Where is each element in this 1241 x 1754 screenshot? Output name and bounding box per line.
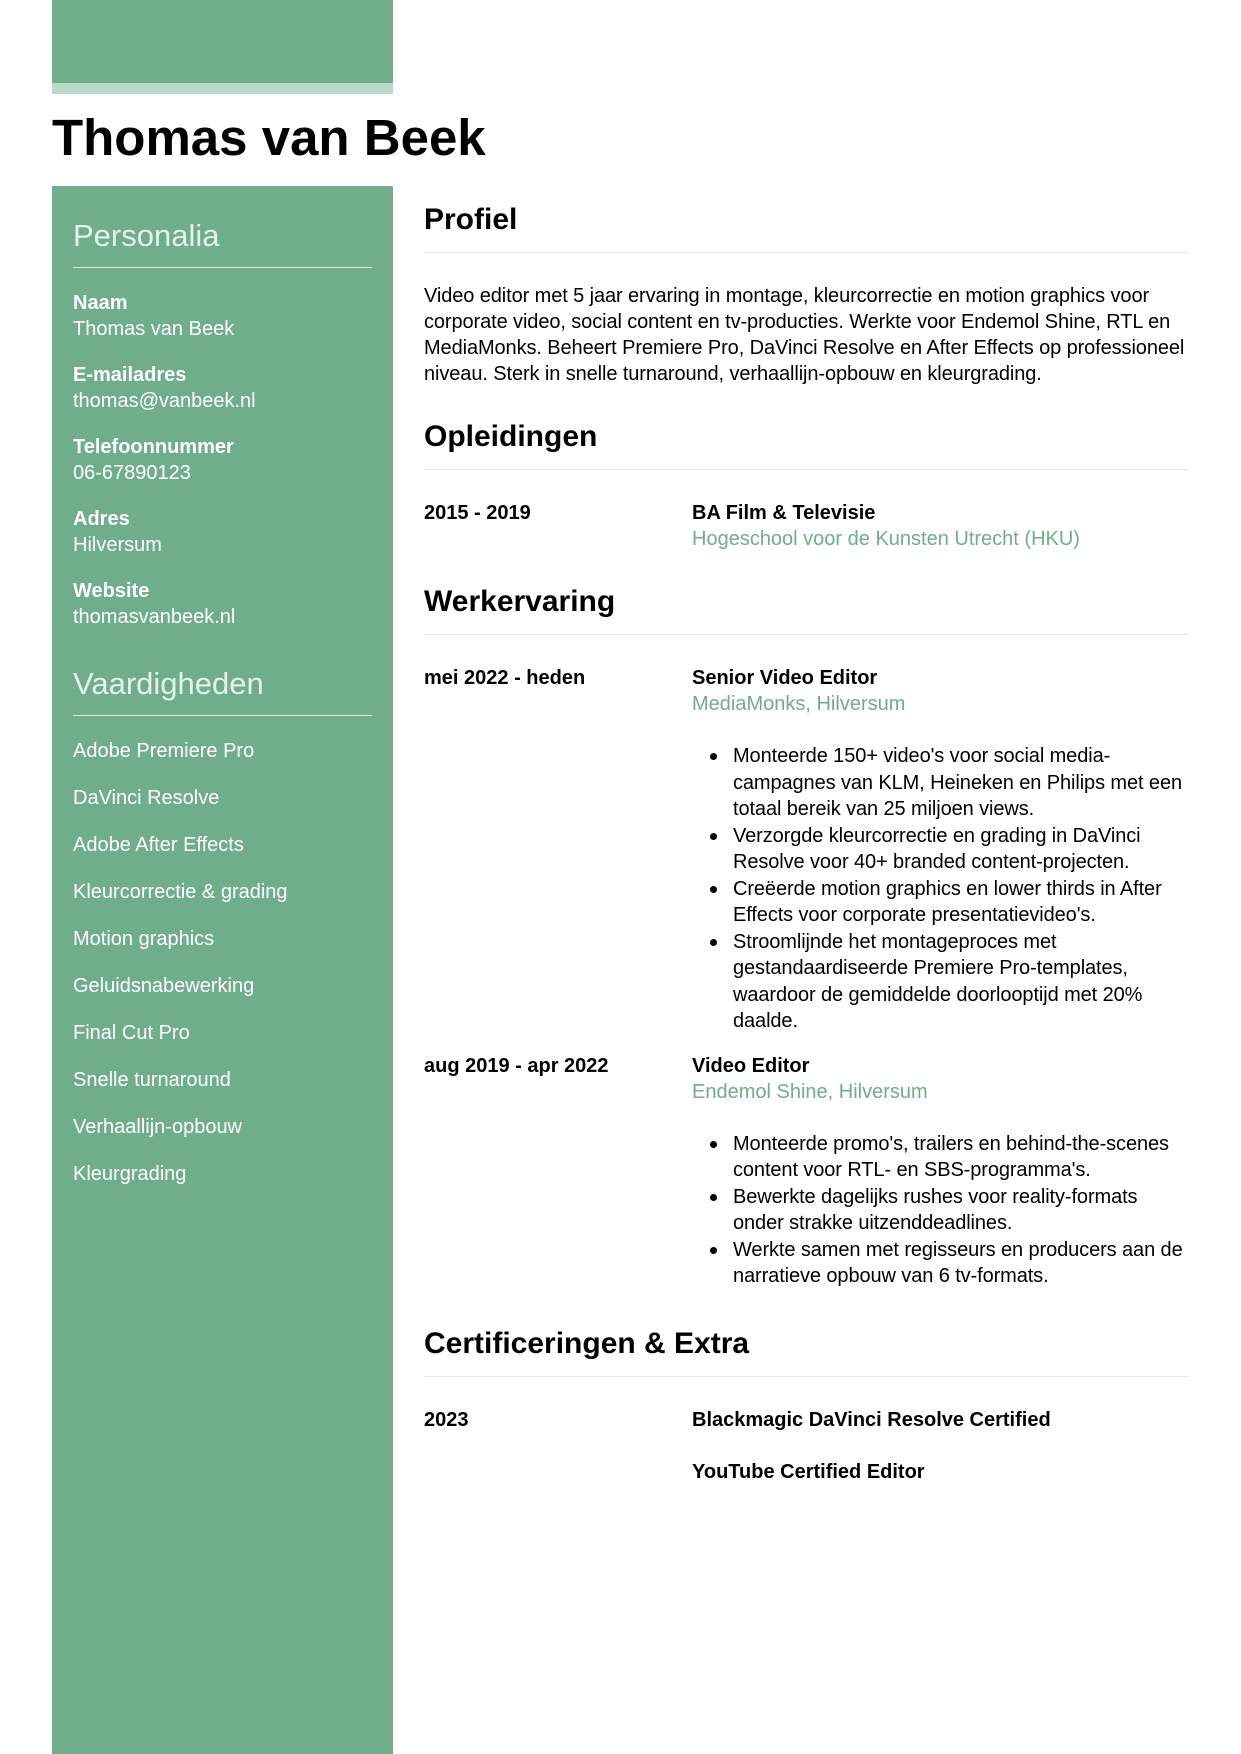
certification-entry	[424, 1407, 1188, 1433]
personalia-heading: Personalia	[73, 216, 372, 268]
entry-company: Endemol Shine, Hilversum	[692, 1080, 928, 1103]
bullet-item: Stroomlijnde het montageproces met gestandaardiseerde Premiere Pro-templates, waardoor de gemiddelde doorlooptijd met 20% daalde.	[733, 929, 1188, 1035]
entry-title: Blackmagic DaVinci Resolve Certified	[692, 1408, 1051, 1431]
personalia-label: Telefoonnummer	[73, 436, 234, 458]
bullet-item: Monteerde 150+ video's voor social media-campagnes van KLM, Heineken en Philips met een totaal bereik van 25 miljoen views.	[733, 743, 1188, 823]
entry-body	[692, 500, 1188, 552]
bullet-item: Werkte samen met regisseurs en producers aan de narratieve opbouw van 6 tv-formats.	[733, 1237, 1188, 1290]
sidebar	[52, 186, 393, 1754]
skills-heading: Vaardigheden	[73, 664, 372, 716]
experience-entry	[424, 665, 1188, 1035]
experience-heading: Werkervaring	[424, 582, 1188, 635]
entry-body	[692, 1407, 1188, 1433]
bullet-item: Monteerde promo's, trailers en behind-the-scenes content voor RTL- en SBS-programma's.	[733, 1131, 1188, 1184]
entry-company: MediaMonks, Hilversum	[692, 693, 906, 715]
certification-entry	[692, 1459, 1188, 1485]
skill-item: Kleurgrading	[73, 1163, 187, 1185]
entry-title: Senior Video Editor	[692, 667, 878, 689]
bullet-item: Bewerkte dagelijks rushes voor reality-formats onder strakke uitzenddeadlines.	[733, 1184, 1188, 1237]
entry-title: BA Film & Televisie	[692, 502, 876, 524]
bullet-list	[692, 743, 1188, 1035]
entry-period: 2023	[424, 1408, 469, 1431]
profile-heading: Profiel	[424, 200, 1188, 253]
personalia-item-website	[73, 578, 372, 630]
candidate-name: Thomas van Beek	[52, 109, 486, 166]
entry-title: YouTube Certified Editor	[692, 1460, 925, 1483]
skill-item: Adobe After Effects	[73, 834, 244, 856]
personalia-value: 06-67890123	[73, 462, 191, 484]
profile-text: Video editor met 5 jaar ervaring in montage, kleurcorrectie en motion graphics voor corporate video, social content en tv-producties. Werkte voor Endemol Shine, RTL en MediaMonks. Beheert Premiere Pro, DaVinci Resolve en After Effects op professioneel niveau. Sterk in snelle turnaround, verhaallijn-opbouw en kleurgrading.	[424, 285, 1185, 385]
skill-item: Motion graphics	[73, 928, 215, 950]
main-content	[424, 200, 1188, 1485]
header-color-strip	[52, 83, 393, 94]
personalia-value: Thomas van Beek	[73, 318, 235, 340]
personalia-label: E-mailadres	[73, 364, 187, 386]
skill-item: Kleurcorrectie & grading	[73, 881, 288, 903]
skill-item: Geluidsnabewerking	[73, 975, 255, 997]
entry-body	[692, 1053, 1188, 1290]
skill-item: Adobe Premiere Pro	[73, 740, 255, 762]
entry-title: Video Editor	[692, 1054, 810, 1077]
bullet-list	[692, 1131, 1188, 1290]
personalia-item-phone	[73, 434, 372, 486]
education-entry	[424, 500, 1188, 552]
personalia-label: Naam	[73, 292, 128, 314]
personalia-label: Adres	[73, 508, 130, 530]
experience-entry	[424, 1053, 1188, 1290]
skill-item: Snelle turnaround	[73, 1069, 231, 1091]
personalia-item-address	[73, 506, 372, 558]
entry-period: aug 2019 - apr 2022	[424, 1054, 609, 1077]
entry-period: mei 2022 - heden	[424, 667, 586, 689]
bullet-item: Verzorgde kleurcorrectie en grading in DaVinci Resolve voor 40+ branded content-projecten.	[733, 823, 1188, 876]
certifications-heading: Certificeringen & Extra	[424, 1324, 1188, 1377]
skill-item: DaVinci Resolve	[73, 787, 220, 809]
personalia-value: thomasvanbeek.nl	[73, 606, 236, 628]
entry-body	[692, 665, 1188, 1035]
entry-period: 2015 - 2019	[424, 502, 531, 524]
entry-institution: Hogeschool voor de Kunsten Utrecht (HKU)	[692, 528, 1080, 550]
personalia-value: thomas@vanbeek.nl	[73, 390, 256, 412]
skill-item: Final Cut Pro	[73, 1022, 190, 1044]
bullet-item: Creëerde motion graphics en lower thirds in After Effects voor corporate presentatievideo's.	[733, 876, 1188, 929]
personalia-value: Hilversum	[73, 534, 162, 556]
personalia-label: Website	[73, 580, 150, 602]
skill-item: Verhaallijn-opbouw	[73, 1116, 243, 1138]
header-color-band	[52, 0, 393, 83]
education-heading: Opleidingen	[424, 417, 1188, 470]
personalia-item-name	[73, 290, 372, 342]
personalia-item-email	[73, 362, 372, 414]
